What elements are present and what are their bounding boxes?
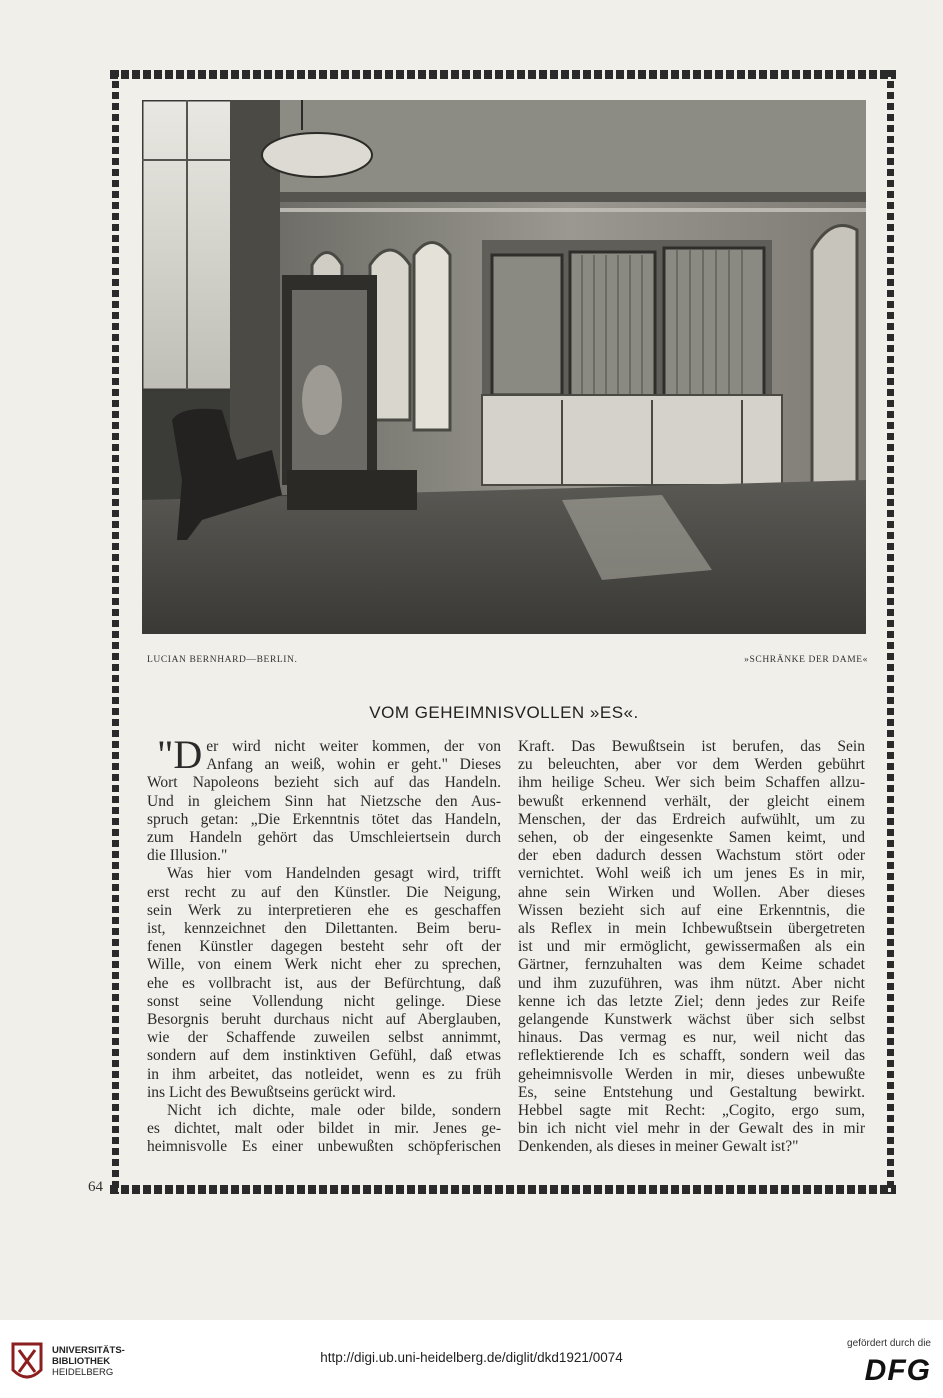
photo-caption-title: »SCHRÄNKE DER DAME« bbox=[744, 655, 868, 665]
uni-line-2: BIBLIOTHEK bbox=[52, 1356, 111, 1367]
text-line: reflektierende Ich es schafft, sondern weil das bbox=[518, 1047, 865, 1065]
text-line: kenne ich das letzte Ziel; denn jedes zur Reife bbox=[518, 992, 865, 1010]
text-line: die Illusion." bbox=[147, 847, 228, 865]
text-line: zu beleuchten, aber vor dem Werden gebührt bbox=[518, 756, 865, 774]
interior-photograph bbox=[142, 100, 866, 634]
text-line: erst recht zu auf den Künstler. Die Neigung, bbox=[147, 883, 501, 901]
text-line: ins Licht des Bewußtseins gerückt wird. bbox=[147, 1083, 396, 1101]
text-line: bewußt erkennend verhält, der gleicht einem bbox=[518, 792, 865, 810]
text-line: "D er wird nicht weiter kommen, der von bbox=[157, 732, 501, 777]
viewer-footer bbox=[0, 1320, 943, 1398]
uni-line-3: HEIDELBERG bbox=[52, 1367, 114, 1378]
text-line: vernichtet. Wohl weiß ich um jenes Es in mir, bbox=[518, 865, 865, 883]
frame-border-top bbox=[110, 70, 896, 79]
text-line: es dichtet, malt oder bildet in mir. Jenes ge- bbox=[147, 1120, 501, 1138]
text-line: Wort Napoleons bezieht sich auf das Handeln. bbox=[147, 774, 501, 792]
text-line: der eben dadurch dessen Wachstum stört oder bbox=[518, 847, 865, 865]
text-line: in ihm arbeitet, das notleidet, wenn es zu früh bbox=[147, 1065, 501, 1083]
frame-border-bottom bbox=[110, 1185, 896, 1194]
dropcap: "D bbox=[157, 732, 203, 777]
text-line: Wille, von einem Werk nicht eher zu sprechen, bbox=[147, 956, 501, 974]
text-line: Besorgnis beruht durchaus nicht auf Aberglauben, bbox=[147, 1011, 501, 1029]
text-line: heimnisvolle Es einer unbewußten schöpferischen bbox=[147, 1138, 501, 1156]
frame-border-left bbox=[112, 70, 119, 1194]
text-line: Wissen bezieht sich auf eine Erkenntnis, die bbox=[518, 901, 865, 919]
text-line: Nicht ich dichte, male oder bilde, sondern bbox=[167, 1102, 501, 1120]
document-url-link[interactable]: http://digi.ub.uni-heidelberg.de/diglit/dkd1921/0074 bbox=[320, 1350, 623, 1365]
text-line: sein Werk zu interpretieren ehe es geschaffen bbox=[147, 901, 501, 919]
text-line: spruch getan: „Die Erkenntnis tötet das Handeln, bbox=[147, 810, 501, 828]
text-line: bin ich nicht viel mehr in der Gewalt des in mir bbox=[518, 1120, 865, 1138]
page-number: 64 bbox=[88, 1179, 103, 1195]
text-line: Gärtner, fernzuhalten was dem Keime schadet bbox=[518, 956, 865, 974]
text-line: Hebbel sagte mit Recht: „Cogito, ergo sum, bbox=[518, 1102, 865, 1120]
article-column-left bbox=[147, 732, 501, 1157]
text-line: fenen Künstler dagegen besteht sehr oft der bbox=[147, 938, 501, 956]
text-line: ehe es vollbracht ist, aus der Befürchtung, daß bbox=[147, 974, 501, 992]
text-line: ist, kennzeichnet den Dilettanten. Beim beru- bbox=[147, 920, 501, 938]
text-line: und ihm zuzuführen, was ihm nützt. Aber nicht bbox=[518, 974, 865, 992]
frame-border-right bbox=[887, 70, 894, 1194]
text-line: ihm heilige Scheu. Wer sich beim Schaffen allzu- bbox=[518, 774, 865, 792]
uni-line-1: UNIVERSITÄTS- bbox=[52, 1345, 125, 1356]
text-line: ist und mir ermöglicht, gewissermaßen als ein bbox=[518, 938, 865, 956]
text-line: sondern auf dem instinktiven Gefühl, daß etwas bbox=[147, 1047, 501, 1065]
text-line: sonst seine Vollendung nicht gelinge. Diese bbox=[147, 992, 501, 1010]
text-line: gelangende Kunstwerk wächst über sich selbst bbox=[518, 1011, 865, 1029]
text-line: Es, seine Entstehung und Gestaltung bewirkt. bbox=[518, 1083, 865, 1101]
dfg-logo: DFG bbox=[864, 1354, 931, 1387]
text-line: Kraft. Das Bewußtsein ist berufen, das Sein bbox=[518, 738, 865, 755]
photo-caption-author: LUCIAN BERNHARD—BERLIN. bbox=[147, 655, 298, 665]
text-line: geheimnisvolle Werden in mir, dieses unbewußte bbox=[518, 1065, 865, 1083]
text-line: Was hier vom Handelnden gesagt wird, trifft bbox=[167, 865, 501, 883]
article-title: VOM GEHEIMNISVOLLEN »ES«. bbox=[369, 703, 639, 722]
text-line: als Reflex in mein Ichbewußtsein übergetreten bbox=[518, 920, 865, 938]
text-line: zum Handeln gehört das Umschleiertsein durch bbox=[147, 829, 501, 847]
article-column-right bbox=[518, 738, 865, 1157]
text-line: sehen, ob der eingesenkte Samen keimt, und bbox=[518, 829, 865, 847]
text-line: Und in gleichem Sinn hat Nietzsche den Aus- bbox=[147, 792, 501, 810]
text-line: ahne sein Wirken und Wollen. Aber dieses bbox=[518, 883, 865, 901]
text-line: Menschen, der das Erdreich aufwühlt, um zu bbox=[518, 810, 865, 828]
text-line: Anfang an weiß, wohin er geht." Dieses bbox=[206, 756, 501, 774]
funded-by-label: gefördert durch die bbox=[847, 1338, 931, 1349]
text-line: hinaus. Das vermag es nur, weil nicht das bbox=[518, 1029, 865, 1047]
text-line: wie der Schaffende zuweilen selbst annimmt, bbox=[147, 1029, 501, 1047]
text-line: Denkenden, als dieses in meiner Gewalt ist?" bbox=[518, 1138, 799, 1156]
